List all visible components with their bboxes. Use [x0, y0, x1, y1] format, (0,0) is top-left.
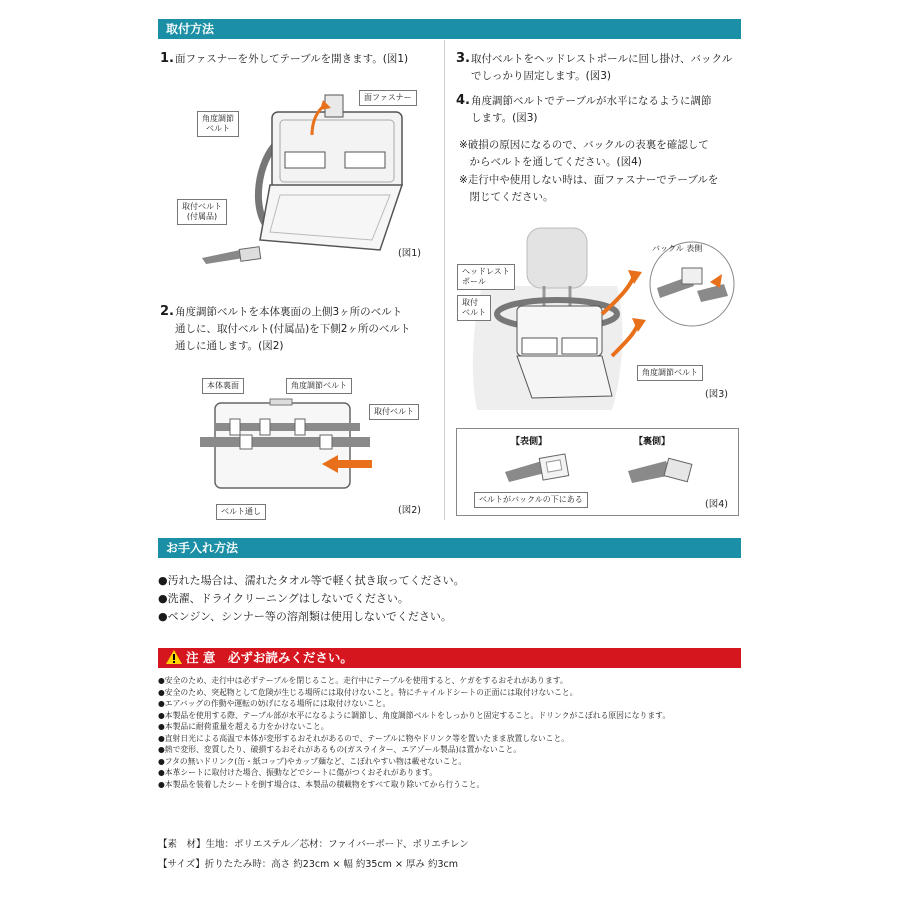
- spec-material-value: 生地：ポリエステル／芯材：ファイバーボード、ポリエチレン: [205, 839, 469, 850]
- step-1-number: 1.: [160, 51, 174, 66]
- fig4-front-title: 【表側】: [511, 437, 548, 447]
- warning-item: ●フタの無いドリンク(缶・紙コップ)やカップ麺など、こぼれやすい物は載せないこと。: [158, 756, 467, 766]
- fig2-angle-label: 角度調節ベルト: [286, 378, 352, 394]
- step-2: [160, 303, 410, 355]
- note-buckle-line1: ※破損の原因になるので、バックルの表裏を確認して: [459, 139, 709, 151]
- fig3-belt-label-line1: 取付: [462, 298, 478, 307]
- fig1-angle-label-line1: 角度調節: [202, 114, 234, 123]
- step-3-number: 3.: [456, 51, 470, 66]
- warning-item: ●安全のため、突起物として危険が生じる場所には取付けないこと。特にチャイルドシートの正面には取付けないこと。: [158, 687, 578, 697]
- fig4-front-buckle: [505, 452, 575, 486]
- column-divider: [444, 40, 445, 520]
- warning-icon: [166, 650, 182, 664]
- warning-item: ●エアバッグの作動や運転の妨げになる場所には取付けないこと。: [158, 699, 391, 708]
- step-4-number: 4.: [456, 93, 470, 108]
- step-4: [456, 92, 712, 127]
- fig2-tag: (図2): [398, 505, 421, 516]
- step-2-line1: 角度調節ベルトを本体裏面の上側3ヶ所のベルト: [174, 306, 403, 318]
- fig3-pole-label: [457, 264, 515, 290]
- fig3-pole-label-line2: ポール: [462, 277, 486, 286]
- step-2-line3: 通しに通します。(図2): [175, 340, 284, 352]
- fig1-table-illustration: [230, 90, 430, 265]
- note-close-line1: ※走行中や使用しない時は、面ファスナーでテーブルを: [459, 174, 719, 186]
- fig4-back-title: 【裏側】: [634, 437, 671, 447]
- fig2-back-illustration: [200, 395, 370, 495]
- care-item: ●洗濯、ドライクリーニングはしないでください。: [158, 592, 409, 605]
- fig3-pole-label-line1: ヘッドレスト: [462, 267, 510, 276]
- care-section-header: [158, 538, 741, 558]
- fig4-note: ベルトがバックルの下にある: [474, 492, 588, 508]
- spec-material-key: 【素 材】: [158, 839, 206, 850]
- warning-item: ●直射日光による高温で本体が変形するおそれがあるので、テーブルに物やドリンク等を置いたまま放置しないこと。: [158, 733, 570, 743]
- fig2-loop-label: ベルト通し: [216, 504, 266, 520]
- fig3-angle-label: 角度調節ベルト: [637, 365, 703, 381]
- spec-size-value: 折りたたみ時：高さ 約23cm × 幅 約35cm × 厚み 約3cm: [204, 859, 458, 870]
- spec-size-key: 【サイズ】: [158, 859, 205, 870]
- fig3-tag: (図3): [705, 389, 728, 400]
- fig1-belt-label-line1: 取付ベルト: [182, 202, 222, 211]
- fig1-belt-accessory: [200, 244, 270, 266]
- fig1-belt-label: [177, 199, 227, 225]
- fig4-back-buckle: [628, 455, 698, 489]
- step-3-line2: でしっかり固定します。(図3): [471, 70, 612, 82]
- step-1-text: 面ファスナーを外してテーブルを開きます。(図1): [174, 53, 409, 65]
- warning-item: ●本製品を装着したシートを倒す場合は、本製品の積載物をすべて取り除いてから行うこと。: [158, 779, 485, 789]
- warning-item: ●本革シートに取付けた場合、振動などでシートに傷がつくおそれがあります。: [158, 768, 438, 777]
- spec-size: [158, 858, 458, 872]
- care-title: お手入れ方法: [166, 541, 239, 555]
- note-close: [459, 172, 718, 206]
- fig3-belt-label-line2: ベルト: [462, 308, 486, 317]
- install-title: 取付方法: [166, 22, 215, 36]
- fig3-buckle-label: バックル 表側: [652, 244, 703, 253]
- spec-material: [158, 838, 469, 852]
- step-1: [160, 50, 408, 68]
- caution-section-header: [158, 648, 741, 668]
- fig2-belt-label: 取付ベルト: [369, 404, 419, 420]
- fig1-angle-label-line2: ベルト: [206, 124, 230, 133]
- warning-item: ●本製品を使用する際、テーブル部が水平になるように調節し、角度調節ベルトをしっかりと固定すること。ドリンクがこぼれる原因になります。: [158, 710, 671, 720]
- warning-item: ●熱で変形、変質したり、破損するおそれがあるもの(ガスライター、エアゾール製品)は置かないこと。: [158, 745, 522, 754]
- fig1-tag: (図1): [398, 248, 421, 259]
- step-2-line2: 通しに、取付ベルト(付属品)を下側2ヶ所のベルト: [175, 323, 411, 335]
- fig3-belt-label: [457, 295, 491, 321]
- caution-title: 注 意 必ずお読みください。: [186, 650, 353, 665]
- note-close-line2: 閉じてください。: [459, 191, 554, 203]
- step-3-line1: 取付ベルトをヘッドレストポールに回し掛け、バックル: [470, 53, 733, 65]
- fig1-hook-label: 面ファスナー: [359, 90, 417, 106]
- care-item: ●汚れた場合は、濡れたタオル等で軽く拭き取ってください。: [158, 574, 465, 587]
- fig1-angle-label: [197, 111, 239, 137]
- warning-item: ●本製品に耐荷重量を超える力をかけないこと。: [158, 722, 329, 731]
- fig1-belt-label-line2: (付属品): [186, 212, 218, 221]
- note-buckle-line2: からベルトを通してください。(図4): [459, 156, 642, 168]
- step-3: [456, 50, 732, 85]
- step-4-line1: 角度調節ベルトでテーブルが水平になるように調節: [470, 95, 712, 107]
- fig2-insert-arrow: [322, 455, 372, 475]
- fig2-back-label: 本体裏面: [202, 378, 244, 394]
- step-4-line2: します。(図3): [471, 112, 538, 124]
- warning-item: ●安全のため、走行中は必ずテーブルを閉じること。走行中にテーブルを使用すると、ケガをするおそれがあります。: [158, 676, 568, 685]
- step-2-number: 2.: [160, 304, 174, 319]
- care-item: ●ベンジン、シンナー等の溶剤類は使用しないでください。: [158, 610, 452, 623]
- install-section-header: [158, 19, 741, 39]
- note-buckle: [459, 137, 709, 171]
- fig4-tag: (図4): [705, 499, 728, 510]
